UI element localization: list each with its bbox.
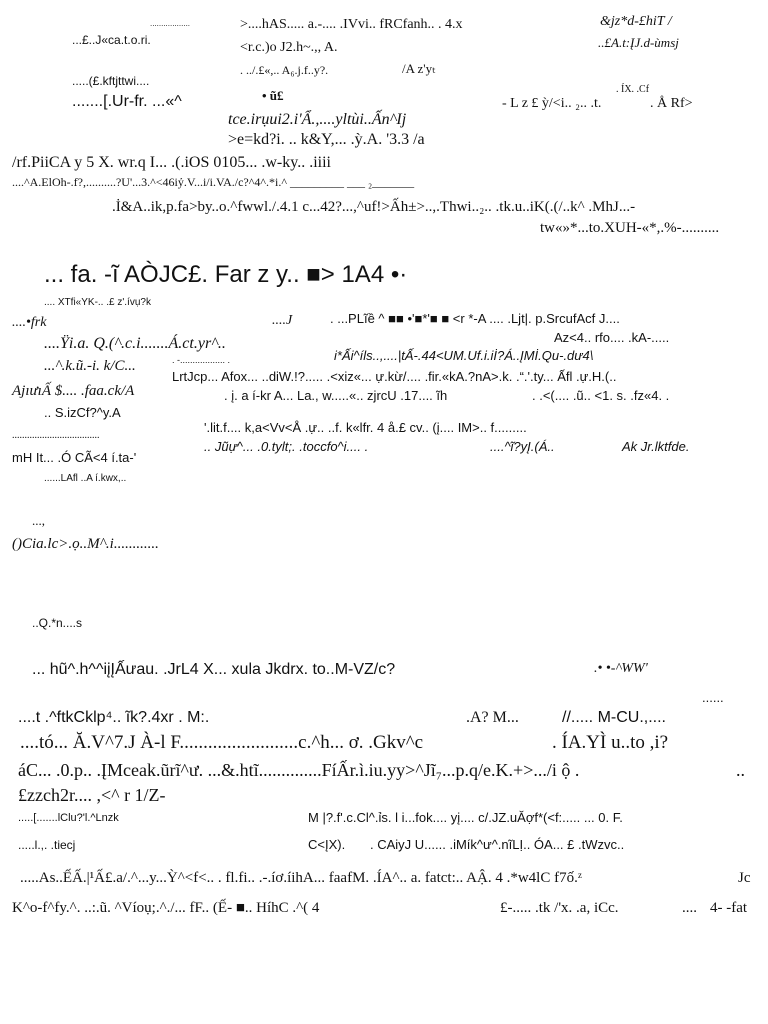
text-fragment: ....tó... Ă.V^7.J À-l F.........................c.^h... ơ. .Gkv^c bbox=[20, 732, 424, 753]
text-fragment: . ../.£«,.. A₆.j.f..y?. bbox=[240, 63, 329, 77]
text-fragment: Jc bbox=[738, 870, 751, 886]
text-fragment: .....[.......lClu?'l.^Lnzk bbox=[18, 812, 119, 824]
text-fragment: >e=kd?i. .. k&Y,... .ỳ.A. '3.3 /a bbox=[228, 131, 425, 148]
text-fragment: £zzch2r.... ,<^ r 1/Z- bbox=[18, 785, 166, 805]
text-fragment: . -.................. . bbox=[172, 355, 231, 365]
text-fragment: . į. a í-kr A... La., w.....«.. zjrcU .17.... ĩh bbox=[224, 388, 448, 403]
text-fragment: . CAiyJ U...... .iMík^ư^.nĩLỊ.. ÓA... £ .tWzvc.. bbox=[370, 837, 625, 852]
text-fragment: K^o-f^fy.^. ..:.ũ. ^Víoụ;.^./... fF.. (Ế- ■.. HíhC .^( 4 bbox=[12, 900, 320, 916]
text-fragment: ...... bbox=[702, 690, 724, 705]
text-fragment: <r.c.)o J2.h~.,, A. bbox=[240, 40, 338, 55]
text-fragment: .... bbox=[682, 900, 697, 916]
text-fragment: .... XTfi«YK-.. .£ z'.ívụ?k bbox=[44, 297, 151, 308]
text-fragment: . .<(.... .ũ.. <1. s. .fz«4. . bbox=[532, 388, 670, 403]
text-fragment: mH It... .Ó CÃ<4 í.ta-' bbox=[12, 450, 137, 465]
text-fragment: .İ&A..ik,p.fa>by..o.^fwwl./.4.1 c...42?...,^uf!>Ấh±>..,.Thwi..₂.. .tk.u..iK(.(/..k^ .MhJ...- bbox=[112, 199, 636, 215]
text-fragment: ... fa. -ĩ AÒJC£. Far z y.. ■> 1A4 •· bbox=[44, 261, 408, 288]
text-fragment: M |?.f'.c.Cl^.ỉs. l i...fok.... yį.... c/.JZ.uĂợf*(<f:..... ... 0. F. bbox=[308, 810, 623, 825]
text-fragment: LrtJcp... Afox... ..diW.!?..... .<xiz«... ự.kừ/.... .fir.«kA.?nA>.k. .“.'.ty... Ấfl .ự.H.(.. bbox=[172, 369, 617, 384]
text-fragment: ..Q.*n....s bbox=[32, 616, 83, 630]
text-fragment: /rf.PiiCA y 5 X. wr.q I... .(.iOS 0105... .w-ky.. .iiii bbox=[12, 154, 331, 171]
text-fragment: i*Ấi^íls..,....|tẤ-.44<UM.Uf.i.iİ?Á..ĮMİ.Qu-.dư4\ bbox=[334, 348, 594, 363]
text-fragment: >....hAS..... a.-.... .IVvi.. fRCfanh.. . 4.x bbox=[240, 17, 463, 32]
text-fragment: ....^A.ElOh-.f?,..........?U'...3.^<46iỷ.V...i/i.VA./c?^4^.*i.^ _________ ___ ₂_______ bbox=[12, 175, 415, 189]
text-fragment: ......LAfl ..A í.kwx,.. bbox=[44, 473, 127, 484]
text-fragment: - L z £ ỳ/<i.. ₂.. .t. bbox=[502, 96, 602, 111]
text-fragment: ....Ÿi.a. Q.(^.c.i.......Á.ct.yr^.. bbox=[44, 335, 226, 352]
text-fragment: . ...PLĩề ^ ■■ •'■*'■ ■ <r *-A .... .Ljt|. p.SrcufAcf J.... bbox=[330, 311, 620, 326]
text-fragment: . Å Rf> bbox=[650, 96, 693, 111]
text-fragment: 4- -fat bbox=[710, 900, 748, 916]
text-fragment: ....J bbox=[272, 313, 293, 328]
text-fragment: .....As..ẾẤ.|¹Ấ£.a/.^...y...Ỳ^<f<.. . fl.fi.. .-.íơ.íihA... faafM. .ÍA^.. a. fatct:.. AẬ. 4 .*w4lC f7ố.ᶻ bbox=[20, 870, 582, 886]
text-fragment: .• •-^WW' bbox=[594, 661, 648, 676]
text-fragment: .....(£.kftjttwi.... bbox=[72, 74, 150, 88]
text-fragment: Ak Jr.lktfde. bbox=[622, 439, 690, 454]
text-fragment: .................. bbox=[150, 19, 191, 28]
text-fragment: áC... .0.p.. .ĮMceak.ũrĩ^ư. ...&.htĩ..............FíẤr.ì.iu.yy>^Jĩ₇...p.q/e.K.+>.../i ộ . bbox=[18, 760, 580, 780]
text-fragment: ...£..J«ca.t.o.ri. bbox=[72, 33, 151, 47]
text-fragment: Az<4.. rfo.... .kA-..... bbox=[554, 330, 670, 345]
text-fragment: .. bbox=[736, 760, 745, 780]
text-fragment: ...^.k.ũ.-i. k/C... bbox=[44, 358, 136, 374]
text-fragment: ....t .^ftkCklp⁴.. ĩk?.4xr . M:. bbox=[18, 709, 210, 726]
text-fragment: ....•frk bbox=[12, 315, 47, 330]
text-fragment: ... hũ^.h^^iįĮẤưau. .JrL4 X... xula Jkdrx. to..M-VZ/c? bbox=[32, 661, 396, 678]
text-fragment: tce.irụui2.i'Ẩ.,....yltùi..Ấn^Ij bbox=[228, 111, 407, 128]
text-fragment: tw«»*...to.XUH-«*,.%-.......... bbox=[540, 220, 720, 236]
text-fragment: ..£A.t:ĮJ.d-ùmsj bbox=[598, 35, 679, 50]
text-fragment: '.lit.f.... k,a<Vv<Å .ự.. ..f. k«lfr. 4 å.£ cv.. (į.... IM>.. f......... bbox=[204, 420, 527, 435]
text-fragment: &jz*d-£hiT / bbox=[600, 14, 672, 29]
text-fragment: .....l.,. .tiecj bbox=[18, 838, 76, 852]
text-fragment: .. Jũự^... .0.tylt;. .toccfo^i.... . bbox=[204, 439, 369, 454]
text-fragment: C<ĮX). bbox=[308, 837, 346, 852]
text-fragment: .. S.izCf?^y.A bbox=[44, 405, 121, 420]
text-fragment: . ÍX. .Cf bbox=[616, 84, 650, 95]
text-fragment: /A z'yₜ bbox=[402, 61, 436, 76]
text-fragment: AjıưıẤ $.... .faa.ck/A bbox=[12, 383, 135, 399]
text-fragment: . ÍA.YÌ u..to ,i? bbox=[552, 732, 669, 753]
text-fragment: //..... M-CU.,.... bbox=[562, 709, 666, 726]
text-fragment: • ũ£ bbox=[262, 88, 284, 103]
text-fragment: ....^ĩ?yĮ.(Á.. bbox=[490, 439, 555, 454]
text-fragment: ..., bbox=[32, 513, 45, 528]
text-fragment: ()Cia.lc>.ọ..M^.i............ bbox=[12, 536, 159, 552]
text-fragment: ................................... bbox=[12, 430, 100, 441]
text-fragment: .A? M... bbox=[466, 709, 519, 726]
text-fragment: £-..... .tk /'x. .a, iCc. bbox=[500, 900, 619, 916]
text-fragment: .......[.Ur-fr. ...«^ bbox=[72, 93, 182, 110]
